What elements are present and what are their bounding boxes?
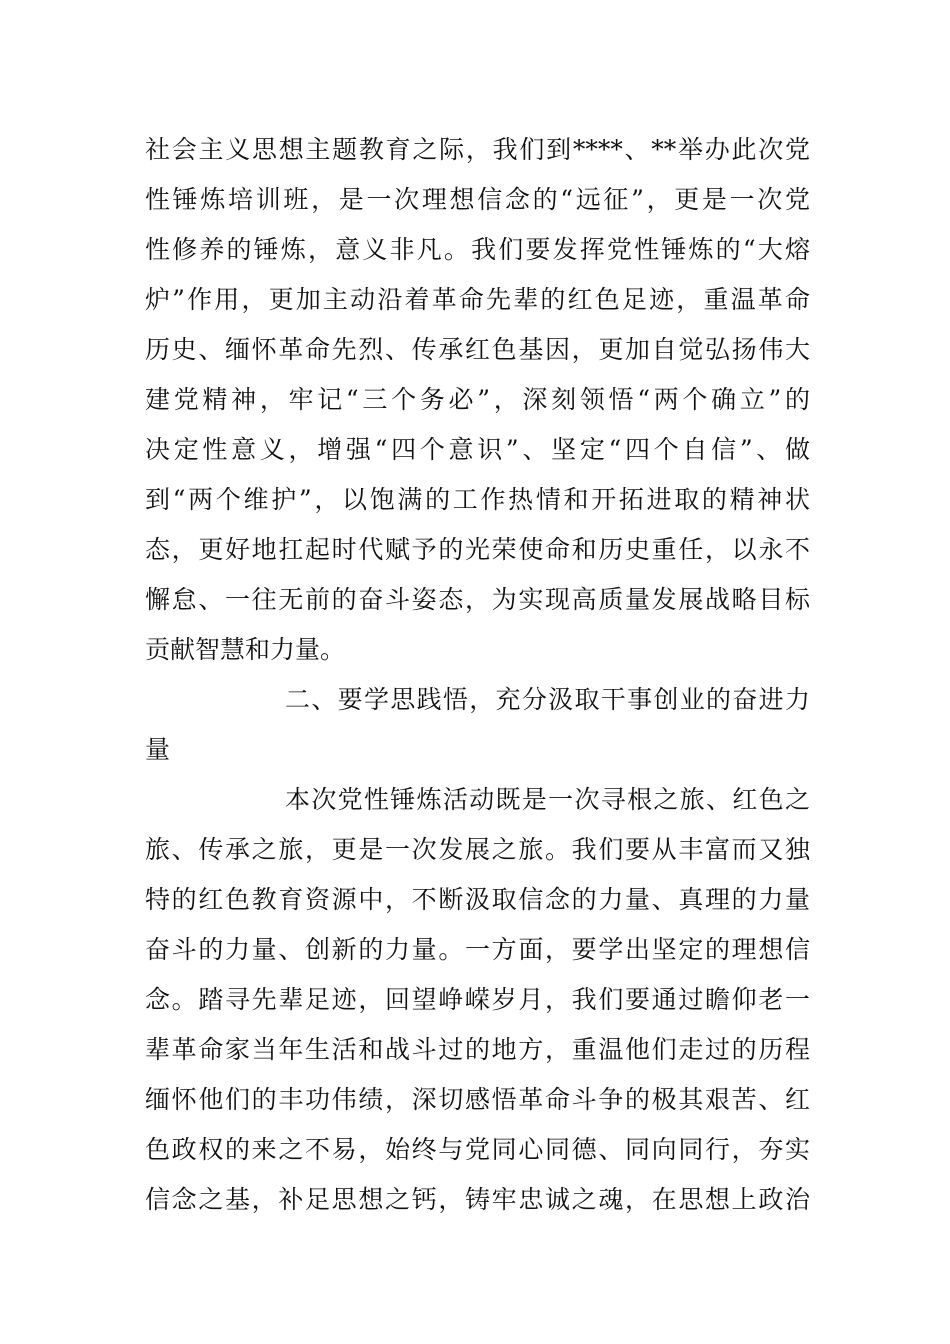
paragraph-1-line: 贡献智慧和力量。 [145, 635, 346, 664]
paragraph-1-line: 懈怠、一往无前的奋斗姿态，为实现高质量发展战略目标 [145, 585, 810, 614]
paragraph-1-line: 性锤炼培训班，是一次理想信念的“远征”，更是一次党 [145, 185, 810, 214]
paragraph-2-line: 本次党性锤炼活动既是一次寻根之旅、红色之 [285, 785, 810, 814]
paragraph-1-line: 到“两个维护”，以饱满的工作热情和开拓进取的精神状 [145, 485, 810, 514]
paragraph-2-line: 缅怀他们的丰功伟绩，深切感悟革命斗争的极其艰苦、红 [145, 1085, 810, 1114]
paragraph-2-line: 特的红色教育资源中，不断汲取信念的力量、真理的力量 [145, 885, 810, 914]
section-heading-line: 二、要学思践悟，充分汲取干事创业的奋进力 [285, 685, 810, 714]
paragraph-2-line: 奋斗的力量、创新的力量。一方面，要学出坚定的理想信 [145, 935, 810, 964]
document-body [145, 125, 810, 1225]
paragraph-2-line: 旅、传承之旅，更是一次发展之旅。我们要从丰富而又独 [145, 835, 810, 864]
paragraph-2-line: 念。踏寻先辈足迹，回望峥嵘岁月，我们要通过瞻仰老一 [145, 985, 810, 1014]
paragraph-1-line: 决定性意义，增强“四个意识”、坚定“四个自信”、做 [145, 435, 810, 464]
paragraph-1-line: 性修养的锤炼，意义非凡。我们要发挥党性锤炼的“大熔 [145, 235, 810, 264]
paragraph-1-line: 炉”作用，更加主动沿着革命先辈的红色足迹，重温革命 [145, 285, 810, 314]
paragraph-1-line: 建党精神，牢记“三个务必”，深刻领悟“两个确立”的 [145, 385, 810, 414]
paragraph-2-line: 辈革命家当年生活和战斗过的地方，重温他们走过的历程 [145, 1035, 810, 1064]
paragraph-1-line: 历史、缅怀革命先烈、传承红色基因，更加自觉弘扬伟大 [145, 335, 810, 364]
paragraph-1-line: 态，更好地扛起时代赋予的光荣使命和历史重任，以永不 [145, 535, 810, 564]
paragraph-2-line: 色政权的来之不易，始终与党同心同德、同向同行，夯实 [145, 1135, 810, 1164]
section-heading-line: 量 [145, 735, 171, 764]
paragraph-1-line: 社会主义思想主题教育之际，我们到****、**举办此次党 [145, 135, 810, 164]
paragraph-2-line: 信念之基，补足思想之钙，铸牢忠诚之魂，在思想上政治 [145, 1185, 810, 1214]
